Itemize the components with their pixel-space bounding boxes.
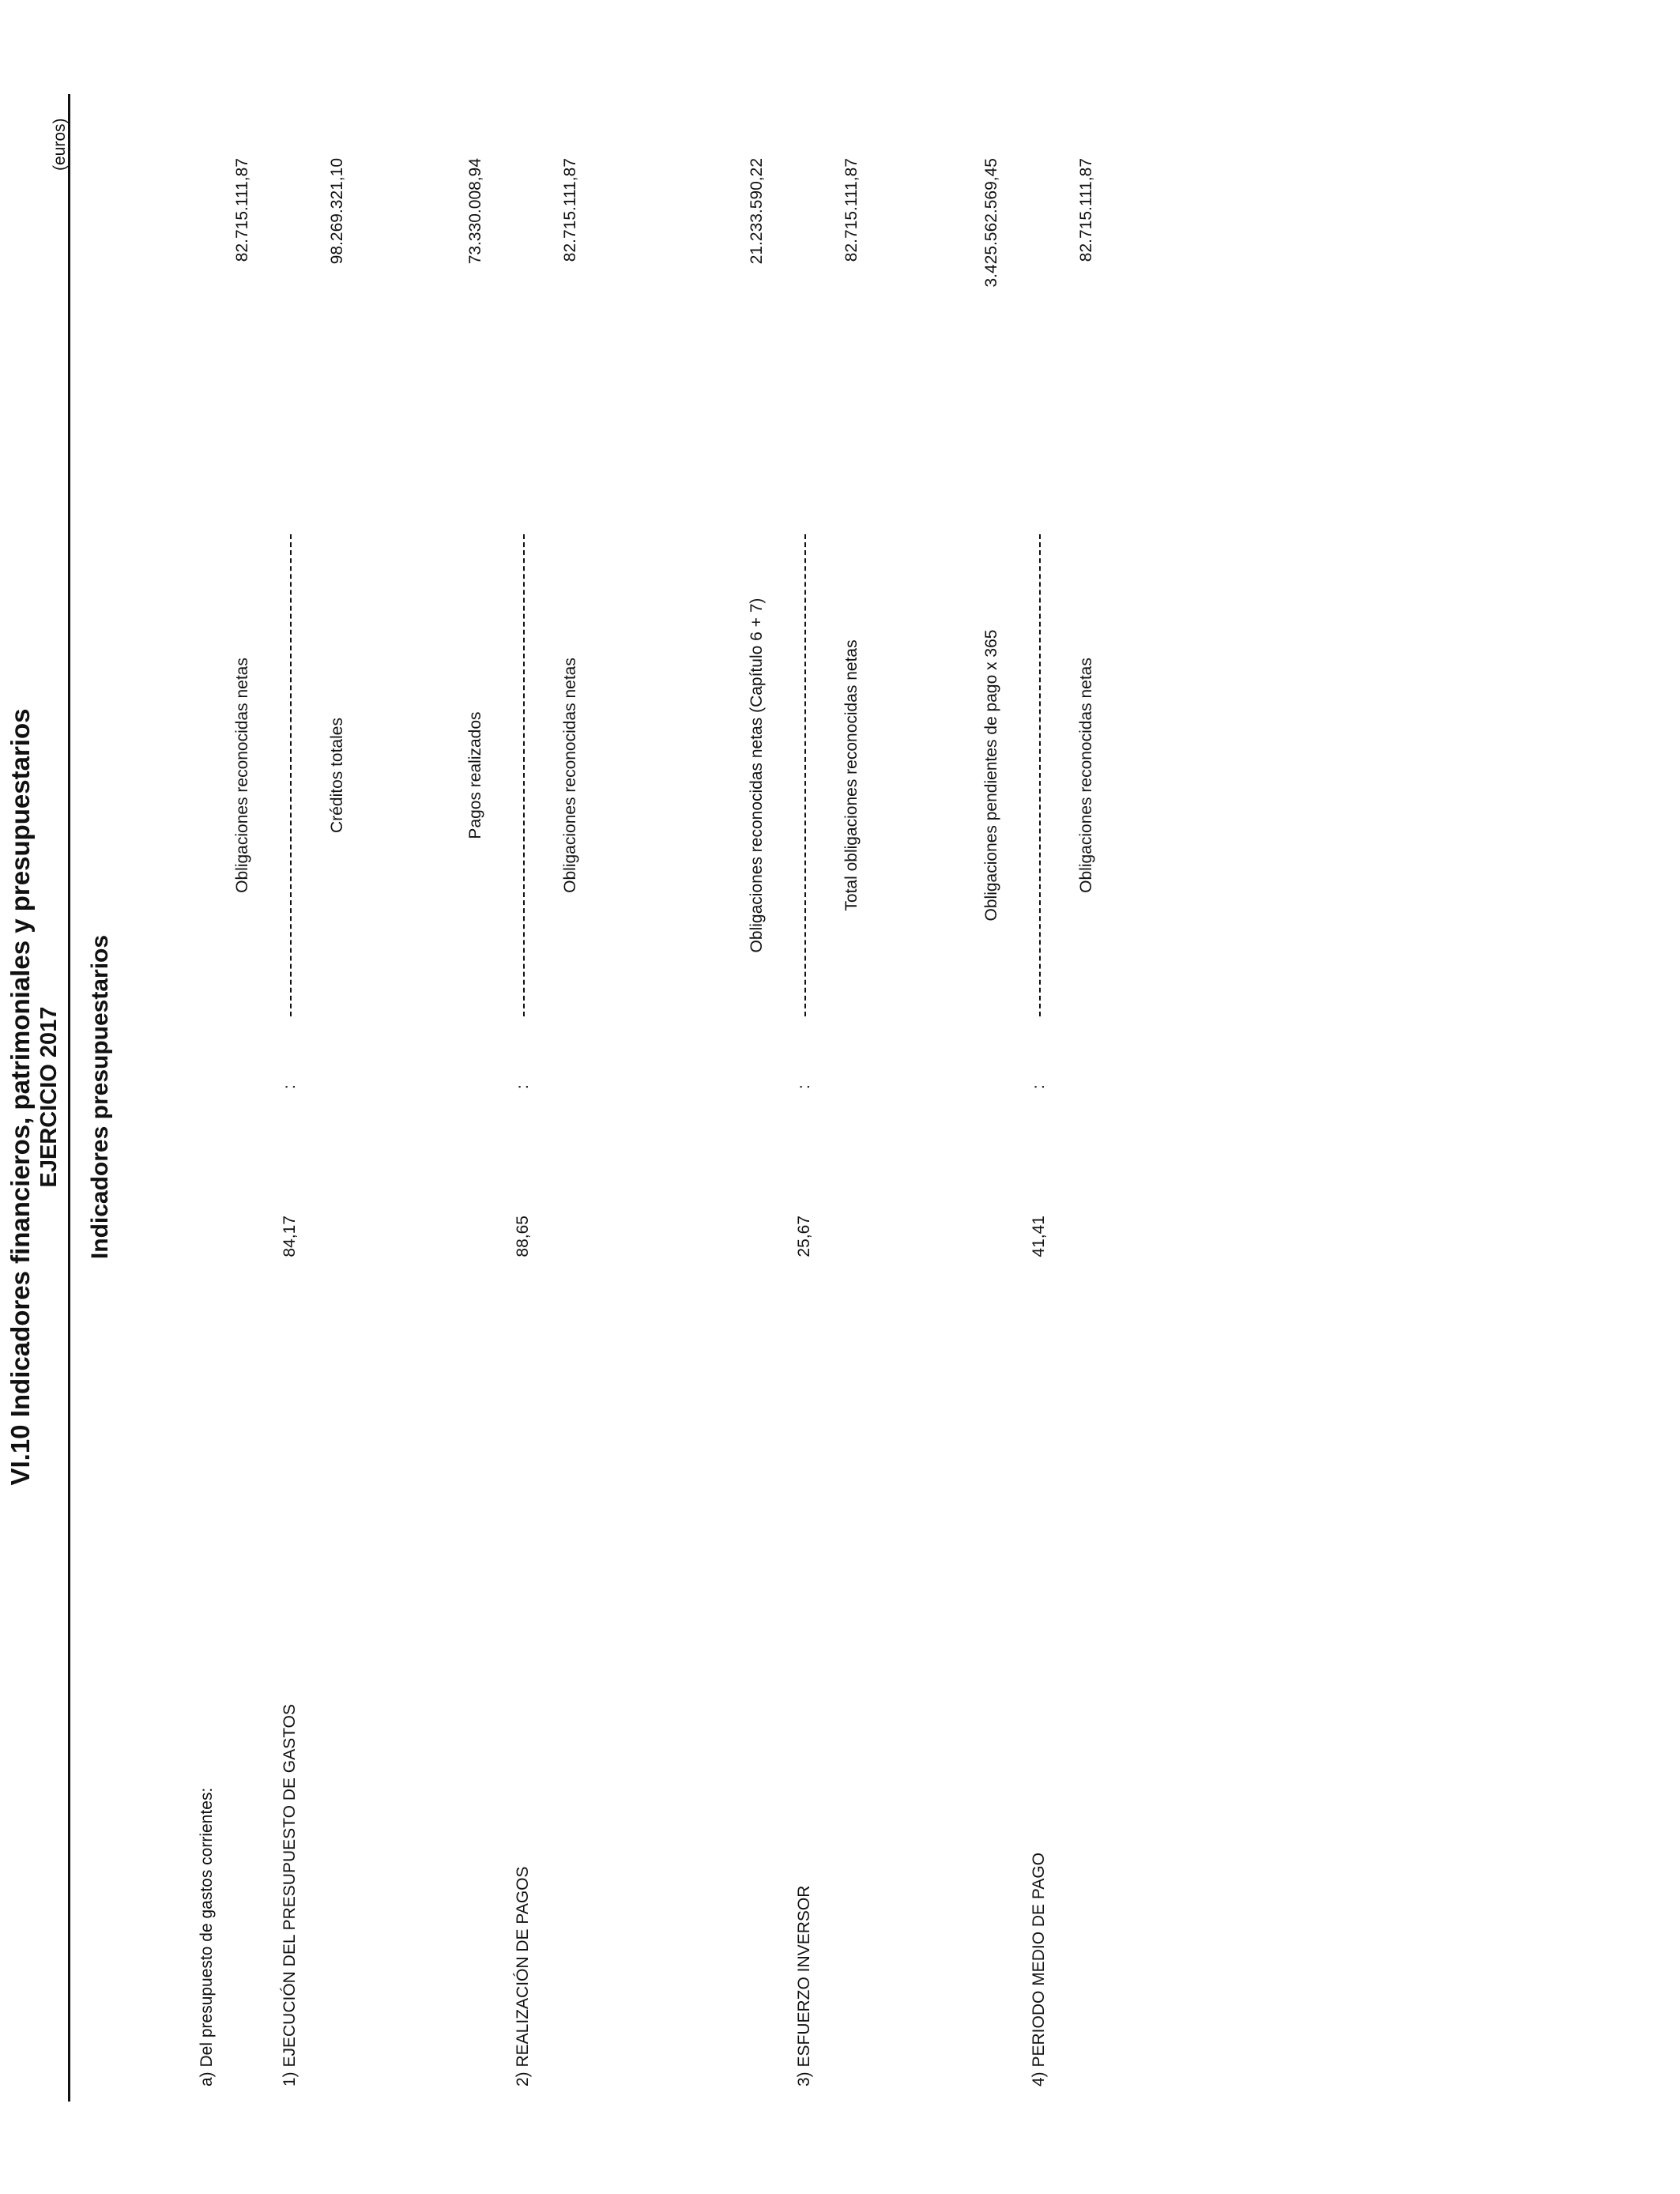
indicator-label: 4) PERIODO MEDIO DE PAGO <box>1030 1853 1048 2087</box>
indicator-colon: : <box>795 1084 813 1089</box>
group-label: a) Del presupuesto de gastos corrientes: <box>198 1787 216 2087</box>
fiscal-year: EJERCICIO 2017 <box>36 1006 62 1188</box>
indicator-colon: : <box>1030 1084 1048 1089</box>
denominator-amount: 82.715.111,87 <box>1077 158 1095 262</box>
denominator-label: Créditos totales <box>328 718 346 833</box>
report-title: VI.10 Indicadores financieros, patrimoniales y presupuestarios <box>6 708 35 1486</box>
denominator-amount: 82.715.111,87 <box>561 158 579 262</box>
fraction-line <box>523 534 525 1016</box>
indicator-label: 1) EJECUCIÓN DEL PRESUPUESTO DE GASTOS <box>281 1704 299 2087</box>
fraction-line <box>1039 534 1041 1016</box>
fraction-line <box>804 534 806 1016</box>
numerator-amount: 21.233.590,22 <box>748 158 766 265</box>
numerator-amount: 3.425.562.569,45 <box>982 158 1000 288</box>
numerator-amount: 82.715.111,87 <box>233 158 251 262</box>
fraction-line <box>290 534 292 1016</box>
denominator-label: Obligaciones reconocidas netas <box>561 658 579 893</box>
indicator-value: 41,41 <box>1030 1216 1048 1257</box>
indicator-colon: : <box>514 1084 532 1089</box>
denominator-label: Obligaciones reconocidas netas <box>1077 658 1095 893</box>
numerator-label: Pagos realizados <box>466 711 484 839</box>
indicator-colon: : <box>281 1084 299 1089</box>
numerator-label: Obligaciones pendientes de pago x 365 <box>982 629 1000 922</box>
numerator-amount: 73.330.008,94 <box>466 158 484 265</box>
indicator-value: 88,65 <box>514 1216 532 1257</box>
numerator-label: Obligaciones reconocidas netas <box>233 658 251 893</box>
indicator-value: 25,67 <box>795 1216 813 1257</box>
numerator-label: Obligaciones reconocidas netas (Capítulo 6 + 7) <box>748 598 766 953</box>
currency-units: (euros) <box>51 118 69 171</box>
denominator-label: Total obligaciones reconocidas netas <box>842 639 861 911</box>
section-title: Indicadores presupuestarios <box>87 934 113 1260</box>
indicator-label: 2) REALIZACIÓN DE PAGOS <box>514 1866 532 2087</box>
header-rule <box>68 94 70 2102</box>
denominator-amount: 98.269.321,10 <box>328 158 346 265</box>
denominator-amount: 82.715.111,87 <box>842 158 861 262</box>
indicator-value: 84,17 <box>281 1216 299 1257</box>
indicator-label: 3) ESFUERZO INVERSOR <box>795 1885 813 2087</box>
